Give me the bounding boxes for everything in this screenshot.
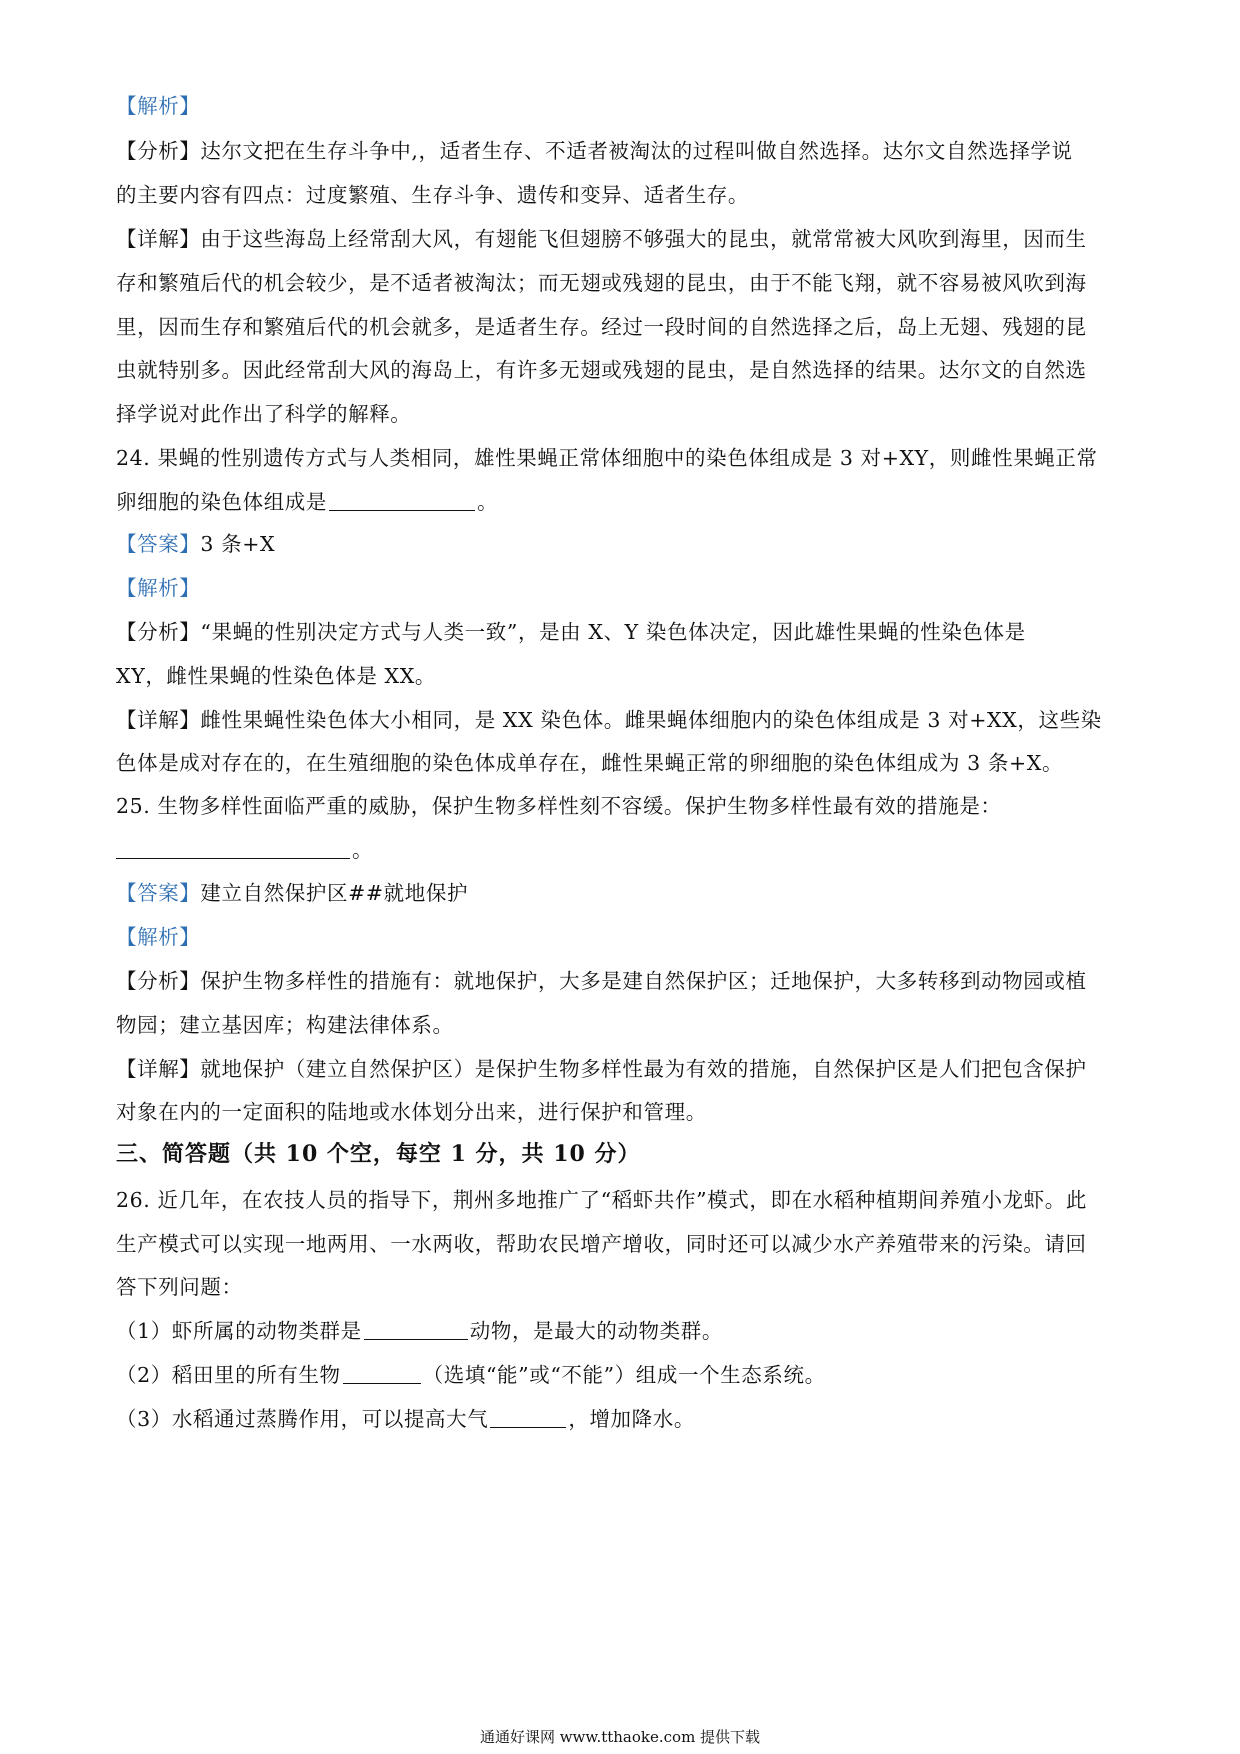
text-line <box>116 181 1126 209</box>
sub-question-3 <box>116 1405 1126 1433</box>
line-text: 25. 生物多样性面临严重的威胁，保护生物多样性刻不容缓。保护生物多样性最有效的措施是： <box>116 794 1002 818</box>
text-line <box>116 662 1126 690</box>
section-label: 【详解】 <box>116 227 201 251</box>
sub-question-1 <box>116 1317 1126 1345</box>
text-line <box>116 313 1126 341</box>
answer-line <box>116 879 1126 907</box>
text-line <box>116 1230 1126 1258</box>
text-line <box>116 356 1126 384</box>
line-text: （1）虾所属的动物类群是 <box>116 1319 362 1343</box>
line-text: 动物，是最大的动物类群。 <box>469 1319 723 1343</box>
line-text: 雌性果蝇性染色体大小相同，是 XX 染色体。雌果蝇体细胞内的染色体组成是 3 对+XX，这些染 <box>200 708 1102 732</box>
line-text: 里，因而生存和繁殖后代的机会就多，是适者生存。经过一段时间的自然选择之后，岛上无翅、残翅的昆 <box>116 315 1087 339</box>
section-label: 【详解】 <box>116 708 201 732</box>
line-text: 就地保护（建立自然保护区）是保护生物多样性最为有效的措施，自然保护区是人们把包含保护 <box>200 1057 1087 1081</box>
analysis-tag-line <box>116 574 1126 602</box>
answer-blank <box>343 1361 421 1384</box>
line-text: （选填“能”或“不能”）组成一个生态系统。 <box>422 1363 826 1387</box>
section-label: 【分析】 <box>116 620 201 644</box>
answer-line <box>116 530 1126 558</box>
text-line <box>116 1011 1126 1039</box>
page-footer: 通通好课网 www.tthaoke.com 提供下载 <box>479 1728 761 1746</box>
line-text: 。 <box>352 838 374 862</box>
text-line <box>116 400 1126 428</box>
text-line <box>116 225 1126 253</box>
line-text: （3）水稻通过蒸腾作用，可以提高大气 <box>116 1407 489 1431</box>
sub-question-2 <box>116 1361 1126 1389</box>
line-text: 的主要内容有四点：过度繁殖、生存斗争、遗传和变异、适者生存。 <box>116 183 749 207</box>
text-line <box>116 1055 1126 1083</box>
text-line <box>116 488 1126 516</box>
line-text: 。 <box>477 490 499 514</box>
answer-tag: 【答案】 <box>116 532 201 556</box>
answer-blank <box>329 488 475 511</box>
text-line <box>116 749 1126 777</box>
line-text: 26. 近几年，在农技人员的指导下，荆州多地推广了“稻虾共作”模式，即在水稻种植期间养殖小龙虾。此 <box>116 1188 1087 1212</box>
answer-text: 3 条+X <box>200 532 276 556</box>
answer-text: 建立自然保护区##就地保护 <box>200 881 469 905</box>
line-text: ，增加降水。 <box>568 1407 695 1431</box>
line-text: 保护生物多样性的措施有：就地保护，大多是建自然保护区；迁地保护，大多转移到动物园或植 <box>200 969 1087 993</box>
analysis-tag: 【解析】 <box>116 94 201 118</box>
text-line <box>116 618 1126 646</box>
line-text: 择学说对此作出了科学的解释。 <box>116 402 412 426</box>
line-text: 生产模式可以实现一地两用、一水两收，帮助农民增产增收，同时还可以减少水产养殖带来的污染。请回 <box>116 1232 1087 1256</box>
section-label: 【详解】 <box>116 1057 201 1081</box>
section-label: 【分析】 <box>116 969 201 993</box>
line-text: 色体是成对存在的，在生殖细胞的染色体成单存在，雌性果蝇正常的卵细胞的染色体组成为 3 条+X。 <box>116 751 1064 775</box>
question-25 <box>116 792 1126 820</box>
line-text: 虫就特别多。因此经常刮大风的海岛上，有许多无翅或残翅的昆虫，是自然选择的结果。达尔文的自然选 <box>116 358 1087 382</box>
line-text: 卵细胞的染色体组成是 <box>116 490 327 514</box>
text-line <box>116 967 1126 995</box>
line-text: 达尔文把在生存斗争中,，适者生存、不适者被淘汰的过程叫做自然选择。达尔文自然选择学说 <box>200 139 1073 163</box>
line-text: 存和繁殖后代的机会较少，是不适者被淘汰；而无翅或残翅的昆虫，由于不能飞翔，就不容易被风吹到海 <box>116 271 1087 295</box>
section-heading: 三、简答题（共 10 个空，每空 1 分，共 10 分） <box>116 1141 641 1167</box>
answer-tag: 【答案】 <box>116 881 201 905</box>
line-text: （2）稻田里的所有生物 <box>116 1363 341 1387</box>
text-line <box>116 836 1126 864</box>
section-label: 【分析】 <box>116 139 201 163</box>
text-line <box>116 706 1126 734</box>
line-text: XY，雌性果蝇的性染色体是 XX。 <box>116 664 437 688</box>
line-text: 答下列问题： <box>116 1275 243 1299</box>
answer-blank <box>364 1317 468 1340</box>
line-text: 对象在内的一定面积的陆地或水体划分出来，进行保护和管理。 <box>116 1100 707 1124</box>
line-text: 物园；建立基因库；构建法律体系。 <box>116 1013 454 1037</box>
answer-blank <box>490 1405 566 1428</box>
analysis-tag-line <box>116 923 1126 951</box>
analysis-tag-line <box>116 92 1126 120</box>
text-line <box>116 137 1126 165</box>
text-line <box>116 1273 1126 1301</box>
question-26 <box>116 1186 1126 1214</box>
line-text: 由于这些海岛上经常刮大风，有翅能飞但翅膀不够强大的昆虫，就常常被大风吹到海里，因而生 <box>200 227 1087 251</box>
text-line <box>116 1098 1126 1126</box>
answer-blank <box>116 836 350 859</box>
analysis-tag: 【解析】 <box>116 576 201 600</box>
question-24 <box>116 444 1126 472</box>
text-line <box>116 269 1126 297</box>
line-text: “果蝇的性别决定方式与人类一致”，是由 X、Y 染色体决定，因此雄性果蝇的性染色体是 <box>200 620 1026 644</box>
analysis-tag: 【解析】 <box>116 925 201 949</box>
line-text: 24. 果蝇的性别遗传方式与人类相同，雄性果蝇正常体细胞中的染色体组成是 3 对+XY，则雌性果蝇正常 <box>116 446 1098 470</box>
